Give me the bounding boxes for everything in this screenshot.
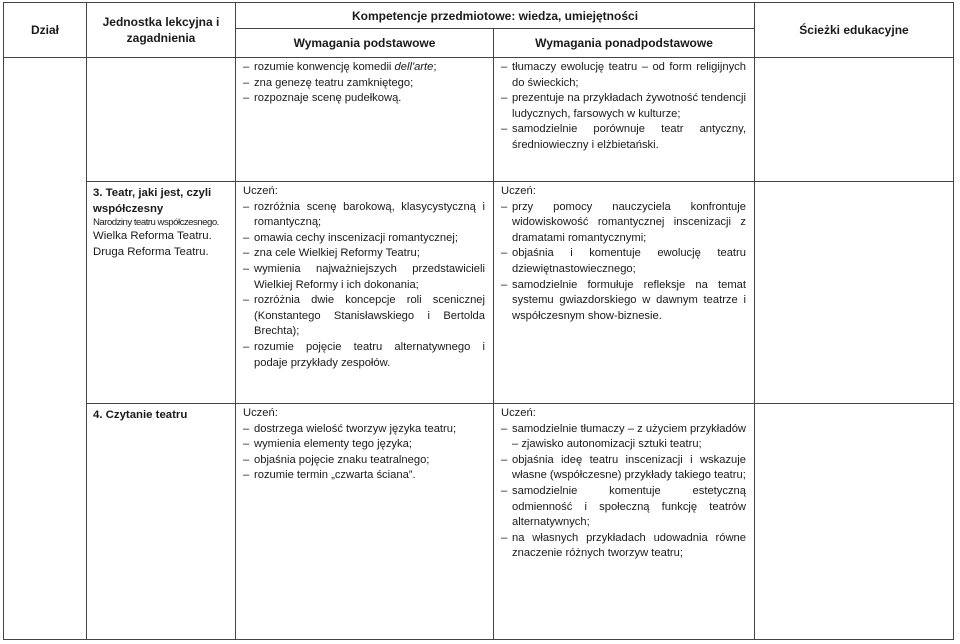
student-lead: Uczeń: xyxy=(501,407,536,419)
advanced-list xyxy=(501,60,746,154)
topic-title: 3. Teatr, jaki jest, czyli współczesny xyxy=(93,187,212,215)
list-item xyxy=(243,60,485,76)
paths-cell xyxy=(755,182,954,404)
topic-title: 4. Czytanie teatru xyxy=(93,409,188,421)
header-ponadpodstawowe: Wymagania ponadpodstawowe xyxy=(494,29,755,58)
list-item: – wymienia najważniejszych przedstawicieli Wielkiej Reformy i ich dokonania; xyxy=(243,262,485,293)
list-item: – objaśnia i komentuje ewolucję teatru dziewiętnastowiecznego; xyxy=(501,246,746,277)
list-item: – dostrzega wielość tworzyw języka teatru; xyxy=(243,422,485,438)
curriculum-table xyxy=(3,2,954,640)
topic-cell xyxy=(87,182,236,404)
table-row xyxy=(4,182,954,404)
list-item: – rozpoznaje scenę pudełkową. xyxy=(243,91,485,107)
list-item: – wymienia elementy tego języka; xyxy=(243,437,485,453)
advanced-list xyxy=(501,422,746,562)
list-item: – samodzielnie tłumaczy – z użyciem przykładów – zjawisko autonomizacji sztuki teatru; xyxy=(501,422,746,453)
advanced-requirements-cell xyxy=(494,182,755,404)
dellarte-term: dell'arte xyxy=(394,61,434,73)
header-kompetencje: Kompetencje przedmiotowe: wiedza, umiejętności xyxy=(236,3,755,29)
list-item: – prezentuje na przykładach żywotność tendencji ludycznych, farsowych w kulturze; xyxy=(501,91,746,122)
header-jednostka xyxy=(87,3,236,58)
list-item: – tłumaczy ewolucję teatru – od form religijnych do świeckich; xyxy=(501,60,746,91)
basic-list xyxy=(243,422,485,484)
basic-list xyxy=(243,60,485,107)
topic-cell xyxy=(87,58,236,182)
topic-cell xyxy=(87,404,236,640)
list-item: – samodzielnie porównuje teatr antyczny, średniowieczny i elżbietański. xyxy=(501,122,746,153)
topic-subtitle: Narodziny teatru współczesnego. xyxy=(93,217,219,228)
list-item: – samodzielnie komentuje estetyczną odmienność i społeczną funkcję teatrów alternatywnych; xyxy=(501,484,746,531)
paths-cell xyxy=(755,58,954,182)
topic-line: Druga Reforma Teatru. xyxy=(93,245,209,258)
header-dzial: Dział xyxy=(4,3,87,58)
basic-list xyxy=(243,200,485,372)
list-item: – zna genezę teatru zamkniętego; xyxy=(243,76,485,92)
advanced-requirements-cell xyxy=(494,404,755,640)
list-item: – objaśnia ideę teatru inscenizacji i wskazuje własne (współczesne) przykłady takiego teatru; xyxy=(501,453,746,484)
advanced-requirements-cell xyxy=(494,58,755,182)
paths-cell xyxy=(755,404,954,640)
student-lead: Uczeń: xyxy=(243,185,278,197)
list-item: – rozumie termin „czwarta ściana”. xyxy=(243,468,485,484)
list-item: – samodzielnie formułuje refleksje na temat systemu gwiazdorskiego w dawnym teatrze i współczesnym show-biznesie. xyxy=(501,278,746,325)
basic-requirements-cell xyxy=(236,404,494,640)
list-item: – rozróżnia dwie koncepcje roli scenicznej (Konstantego Stanisławskiego i Bertolda Brechta); xyxy=(243,293,485,340)
advanced-list xyxy=(501,200,746,325)
table-row xyxy=(4,404,954,640)
student-lead: Uczeń: xyxy=(501,185,536,197)
student-lead: Uczeń: xyxy=(243,407,278,419)
header-sciezki: Ścieżki edukacyjne xyxy=(755,3,954,58)
basic-requirements-cell xyxy=(236,58,494,182)
list-item: – przy pomocy nauczyciela konfrontuje widowiskowość romantycznej inscenizacji z dramatami romantycznymi; xyxy=(501,200,746,247)
list-item: – omawia cechy inscenizacji romantycznej; xyxy=(243,231,485,247)
list-item: – rozumie pojęcie teatru alternatywnego i podaje przykłady zespołów. xyxy=(243,340,485,371)
dzial-cell xyxy=(4,58,87,640)
rozumie-dellarte-text: rozumie konwencję komedii dell'arte; xyxy=(254,61,437,73)
list-item: – rozróżnia scenę barokową, klasycystyczną i romantyczną; xyxy=(243,200,485,231)
header-podstawowe: Wymagania podstawowe xyxy=(236,29,494,58)
topic-line: Wielka Reforma Teatru. xyxy=(93,230,212,243)
table-row xyxy=(4,58,954,182)
table-body xyxy=(4,58,954,640)
basic-requirements-cell xyxy=(236,182,494,404)
header-jednostka-label: Jednostka lekcyjna i zagadnienia xyxy=(102,15,220,45)
list-item: – na własnych przykładach udowadnia równe znaczenie różnych tworzyw teatru; xyxy=(501,531,746,562)
list-item: – objaśnia pojęcie znaku teatralnego; xyxy=(243,453,485,469)
list-item: – zna cele Wielkiej Reformy Teatru; xyxy=(243,246,485,262)
